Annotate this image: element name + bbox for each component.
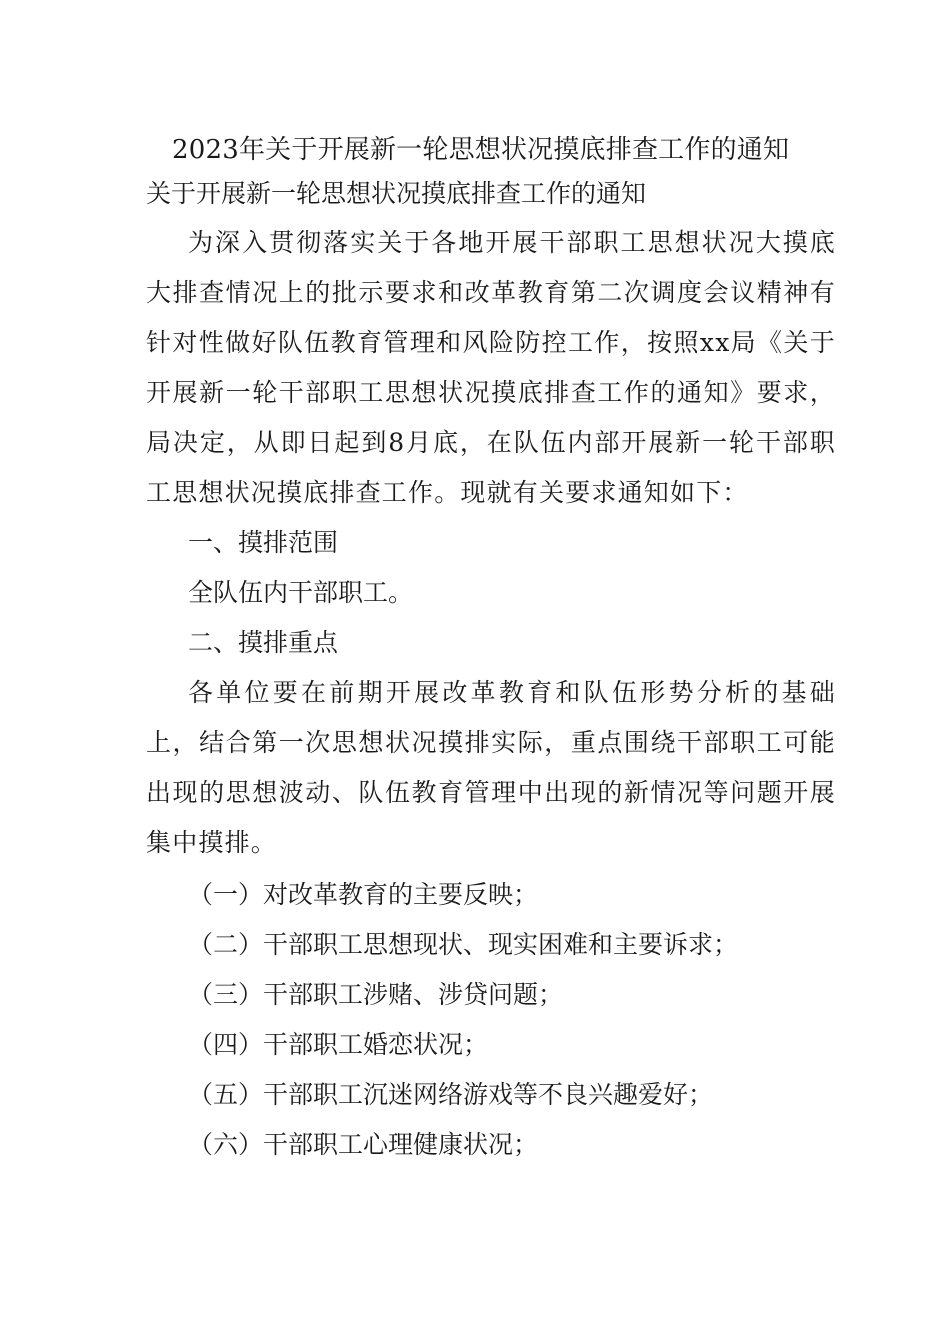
section-heading-scope: 一、摸排范围 <box>188 528 339 557</box>
section-body-focus: 各单位要在前期开展改革教育和队伍形势分析的基础上，结合第一次思想状况摸排实际，重点围绕干部职工可能出现的思想波动、队伍教育管理中出现的新情况等问题开展集中摸排。 <box>146 678 836 857</box>
list-item: （五）干部职工沉迷网络游戏等不良兴趣爱好； <box>188 1080 714 1109</box>
document-subtitle: 关于开展新一轮思想状况摸底排查工作的通知 <box>146 179 647 208</box>
document-title: 2023年关于开展新一轮思想状况摸底排查工作的通知 <box>172 135 790 165</box>
list-item: （三）干部职工涉赌、涉贷问题； <box>188 980 564 1009</box>
list-item: （二）干部职工思想现状、现实困难和主要诉求； <box>188 930 739 959</box>
document-body <box>146 128 836 1170</box>
list-item: （六）干部职工心理健康状况； <box>188 1130 539 1159</box>
section-body-scope: 全队伍内干部职工。 <box>188 578 414 607</box>
list-item: （一）对改革教育的主要反映； <box>188 880 539 909</box>
list-item: （四）干部职工婚恋状况； <box>188 1030 489 1059</box>
intro-paragraph: 为深入贯彻落实关于各地开展干部职工思想状况大摸底大排查情况上的批示要求和改革教育第二次调度会议精神有针对性做好队伍教育管理和风险防控工作，按照xx局《关于开展新一轮干部职工思想状况摸底排查工作的通知》要求，局决定，从即日起到8月底，在队伍内部开展新一轮干部职工思想状况摸底排查工作。现就有关要求通知如下： <box>146 228 836 507</box>
section-heading-focus: 二、摸排重点 <box>188 628 339 657</box>
